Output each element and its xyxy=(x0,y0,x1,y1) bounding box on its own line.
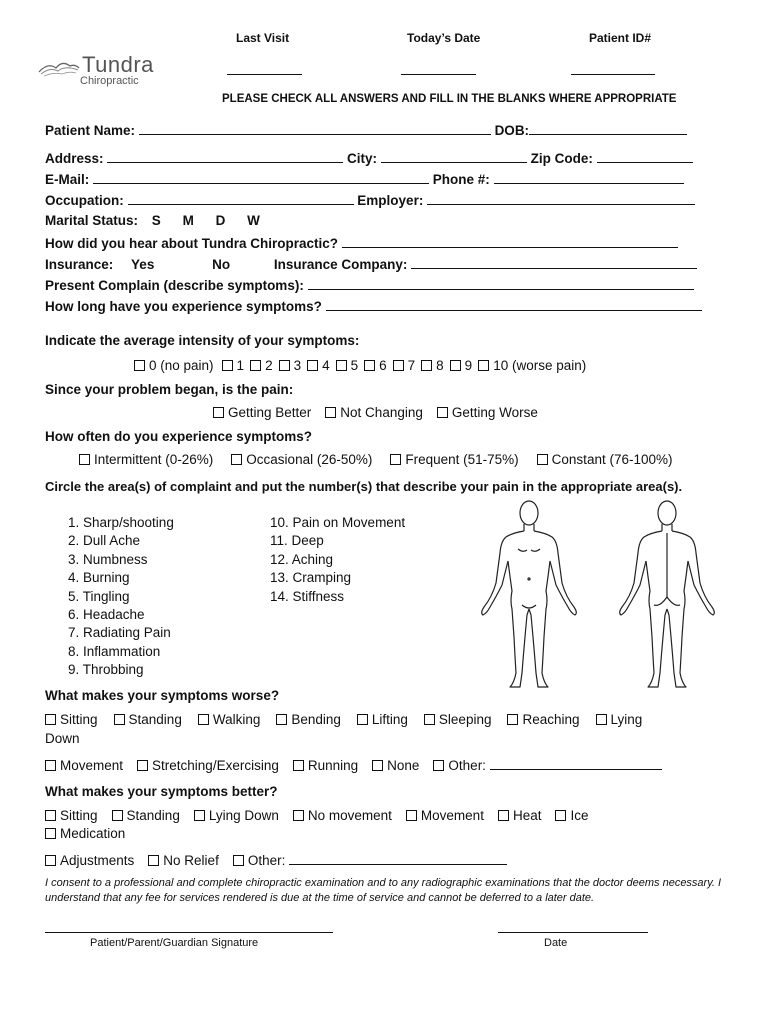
checkbox[interactable] xyxy=(507,714,518,725)
pain-trend-option-worse[interactable]: Getting Worse xyxy=(437,405,538,420)
checkbox[interactable] xyxy=(137,760,148,771)
body-back-figure[interactable] xyxy=(612,497,722,697)
how-long-field[interactable] xyxy=(326,298,702,311)
better-option-movement[interactable]: Movement xyxy=(406,808,484,823)
signature-label: Patient/Parent/Guardian Signature xyxy=(90,937,259,949)
checkbox[interactable] xyxy=(45,714,56,725)
checkbox[interactable] xyxy=(393,360,404,371)
signature-field[interactable] xyxy=(45,932,333,933)
better-option-standing[interactable]: Standing xyxy=(112,808,180,823)
checkbox[interactable] xyxy=(276,714,287,725)
zip-label: Zip Code: xyxy=(530,151,593,166)
signature-date-label: Date xyxy=(544,937,568,949)
patient-name-row xyxy=(45,122,687,138)
pain-type-item: 5. Tingling xyxy=(68,588,130,604)
better-option-adjustments[interactable]: Adjustments xyxy=(45,853,134,868)
marital-status-row xyxy=(45,213,260,228)
insurance-no-option[interactable]: No xyxy=(212,257,231,272)
occupation-label: Occupation: xyxy=(45,193,124,208)
hear-about-field[interactable] xyxy=(342,235,678,248)
checkbox[interactable] xyxy=(45,828,56,839)
address-row xyxy=(45,150,693,166)
zip-field[interactable] xyxy=(597,150,693,163)
insurance-label: Insurance: xyxy=(45,257,114,272)
patient-id-label: Patient ID# xyxy=(589,31,652,45)
checkbox[interactable] xyxy=(437,407,448,418)
pain-type-item: 4. Burning xyxy=(68,570,130,586)
worse-option-none[interactable]: None xyxy=(372,758,419,773)
worse-row2 xyxy=(45,757,662,773)
patient-name-field[interactable] xyxy=(139,122,491,135)
better-option-sitting[interactable]: Sitting xyxy=(45,808,98,823)
worse-option-movement[interactable]: Movement xyxy=(45,758,123,773)
pain-type-item: 10. Pain on Movement xyxy=(270,515,406,530)
checkbox[interactable] xyxy=(424,714,435,725)
checkbox[interactable] xyxy=(79,454,90,465)
frequency-option-frequent[interactable]: Frequent (51-75%) xyxy=(390,452,518,467)
checkbox[interactable] xyxy=(325,407,336,418)
better-option-ice[interactable]: Ice xyxy=(555,808,588,823)
todays-date-label: Today’s Date xyxy=(407,31,481,45)
intensity-option-4[interactable]: 4 xyxy=(307,358,330,373)
checkbox[interactable] xyxy=(233,855,244,866)
checkbox[interactable] xyxy=(222,360,233,371)
last-visit-field[interactable] xyxy=(227,74,302,75)
checkbox[interactable] xyxy=(293,760,304,771)
checkbox[interactable] xyxy=(406,810,417,821)
worse-option-walking[interactable]: Walking xyxy=(198,712,261,727)
checkbox[interactable] xyxy=(45,855,56,866)
checkbox[interactable] xyxy=(45,810,56,821)
checkbox[interactable] xyxy=(421,360,432,371)
body-front-figure[interactable] xyxy=(474,497,584,697)
better-option-lying-down[interactable]: Lying Down xyxy=(194,808,279,823)
intensity-option-2[interactable]: 2 xyxy=(250,358,273,373)
worse-row1-wrap: Down xyxy=(45,731,80,746)
worse-option-reaching[interactable]: Reaching xyxy=(507,712,579,727)
pain-type-item: 3. Numbness xyxy=(68,551,148,567)
frequency-option-occasional[interactable]: Occasional (26-50%) xyxy=(231,452,372,467)
pain-type-item: 8. Inflammation xyxy=(68,643,161,659)
checkbox[interactable] xyxy=(596,714,607,725)
better-option-no-relief[interactable]: No Relief xyxy=(148,853,219,868)
worse-option-other[interactable]: Other: xyxy=(433,757,662,773)
better-option-heat[interactable]: Heat xyxy=(498,808,542,823)
phone-label: Phone #: xyxy=(432,172,490,187)
intensity-option-10[interactable]: 10 (worse pain) xyxy=(478,358,586,373)
intensity-option-0[interactable]: 0 (no pain) xyxy=(134,358,214,373)
pain-type-item: 9. Throbbing xyxy=(68,662,144,678)
patient-name-label: Patient Name: xyxy=(45,123,136,138)
insurance-yes-option[interactable]: Yes xyxy=(131,257,155,272)
checkbox[interactable] xyxy=(45,760,56,771)
checkbox[interactable] xyxy=(213,407,224,418)
checkbox[interactable] xyxy=(498,810,509,821)
worse-option-running[interactable]: Running xyxy=(293,758,358,773)
pain-type-item: 12. Aching xyxy=(270,551,334,567)
worse-question: What makes your symptoms worse? xyxy=(45,688,280,703)
pain-types-right xyxy=(270,514,405,606)
employer-field[interactable] xyxy=(427,192,695,205)
checkbox[interactable] xyxy=(198,714,209,725)
insurance-company-label: Insurance Company: xyxy=(273,257,408,272)
checkbox[interactable] xyxy=(357,714,368,725)
worse-option-sleeping[interactable]: Sleeping xyxy=(424,712,492,727)
worse-option-lifting[interactable]: Lifting xyxy=(357,712,408,727)
phone-field[interactable] xyxy=(494,171,684,184)
present-complain-row xyxy=(45,277,694,293)
checkbox[interactable] xyxy=(307,360,318,371)
checkbox[interactable] xyxy=(194,810,205,821)
patient-id-field[interactable] xyxy=(571,74,655,75)
checkbox[interactable] xyxy=(336,360,347,371)
employer-label: Employer: xyxy=(357,193,424,208)
insurance-row xyxy=(45,256,697,272)
worse-option-lying[interactable]: Lying xyxy=(596,712,643,727)
intensity-option-7[interactable]: 7 xyxy=(393,358,416,373)
intensity-question: Indicate the average intensity of your symptoms: xyxy=(45,333,360,348)
checkbox[interactable] xyxy=(250,360,261,371)
better-option-other[interactable]: Other: xyxy=(233,852,508,868)
worse-option-sitting[interactable]: Sitting xyxy=(45,712,98,727)
email-field[interactable] xyxy=(93,171,429,184)
present-complain-label: Present Complain (describe symptoms): xyxy=(45,278,304,293)
better-row2 xyxy=(45,852,507,868)
pain-trend-option-better[interactable]: Getting Better xyxy=(213,405,311,420)
hear-about-row xyxy=(45,235,678,251)
logo-subtitle: Chiropractic xyxy=(80,75,139,87)
intensity-option-9[interactable]: 9 xyxy=(450,358,473,373)
occupation-row xyxy=(45,192,695,208)
worse-option-stretching[interactable]: Stretching/Exercising xyxy=(137,758,279,773)
intensity-option-1[interactable]: 1 xyxy=(222,358,245,373)
pain-type-item: 7. Radiating Pain xyxy=(68,625,171,641)
intensity-option-5[interactable]: 5 xyxy=(336,358,359,373)
frequency-options xyxy=(79,452,673,467)
pain-type-item: 13. Cramping xyxy=(270,570,352,586)
pain-type-item: 11. Deep xyxy=(270,533,324,549)
insurance-company-field[interactable] xyxy=(411,256,697,269)
marital-option-d[interactable]: D xyxy=(215,213,226,228)
marital-option-w[interactable]: W xyxy=(247,213,260,228)
checkbox[interactable] xyxy=(478,360,489,371)
signature-date-field[interactable] xyxy=(498,932,648,933)
address-field[interactable] xyxy=(107,150,343,163)
intensity-option-8[interactable]: 8 xyxy=(421,358,444,373)
checkbox[interactable] xyxy=(555,810,566,821)
better-option-no-movement[interactable]: No movement xyxy=(293,808,392,823)
marital-option-s[interactable]: S xyxy=(151,213,161,228)
city-field[interactable] xyxy=(381,150,527,163)
checkbox[interactable] xyxy=(433,760,444,771)
checkbox[interactable] xyxy=(112,810,123,821)
worse-option-bending[interactable]: Bending xyxy=(276,712,341,727)
city-label: City: xyxy=(347,151,378,166)
better-row1 xyxy=(45,808,589,823)
pain-type-item: 2. Dull Ache xyxy=(68,533,141,549)
dob-field[interactable] xyxy=(529,122,687,135)
logo-name: Tundra xyxy=(82,52,154,77)
instruction-text: PLEASE CHECK ALL ANSWERS AND FILL IN THE BLANKS WHERE APPROPRIATE xyxy=(222,93,677,105)
better-other-field[interactable] xyxy=(289,852,507,865)
pain-type-item: 6. Headache xyxy=(68,607,145,623)
checkbox[interactable] xyxy=(293,810,304,821)
pain-type-item: 1. Sharp/shooting xyxy=(68,515,174,530)
last-visit-label: Last Visit xyxy=(236,31,290,45)
email-label: E-Mail: xyxy=(45,172,90,187)
checkbox[interactable] xyxy=(537,454,548,465)
worse-row1 xyxy=(45,712,642,727)
worse-other-field[interactable] xyxy=(490,757,662,770)
how-long-label: How long have you experience symptoms? xyxy=(45,299,322,314)
checkbox[interactable] xyxy=(390,454,401,465)
mountain-logo-icon xyxy=(38,56,80,80)
checkbox[interactable] xyxy=(364,360,375,371)
pain-trend-options xyxy=(213,405,538,420)
todays-date-field[interactable] xyxy=(401,74,476,75)
pain-type-item: 14. Stiffness xyxy=(270,588,345,604)
checkbox[interactable] xyxy=(114,714,125,725)
better-question: What makes your symptoms better? xyxy=(45,784,278,799)
pain-trend-option-same[interactable]: Not Changing xyxy=(325,405,423,420)
address-label: Address: xyxy=(45,151,104,166)
worse-option-standing[interactable]: Standing xyxy=(114,712,182,727)
intensity-option-6[interactable]: 6 xyxy=(364,358,387,373)
hear-about-label: How did you hear about Tundra Chiropractic? xyxy=(45,236,339,251)
marital-option-m[interactable]: M xyxy=(182,213,194,228)
checkbox[interactable] xyxy=(279,360,290,371)
frequency-question: How often do you experience symptoms? xyxy=(45,429,313,444)
email-row xyxy=(45,171,684,187)
marital-status-label: Marital Status: xyxy=(45,213,139,228)
occupation-field[interactable] xyxy=(128,192,354,205)
pain-types-left xyxy=(68,514,174,680)
checkbox[interactable] xyxy=(231,454,242,465)
frequency-option-constant[interactable]: Constant (76-100%) xyxy=(537,452,673,467)
checkbox[interactable] xyxy=(148,855,159,866)
area-instruction: Circle the area(s) of complaint and put the number(s) that describe your pain in the appropriate area(s). xyxy=(45,479,683,494)
checkbox[interactable] xyxy=(372,760,383,771)
present-complain-field[interactable] xyxy=(308,277,694,290)
frequency-option-intermittent[interactable]: Intermittent (0-26%) xyxy=(79,452,213,467)
intensity-option-3[interactable]: 3 xyxy=(279,358,302,373)
checkbox[interactable] xyxy=(450,360,461,371)
pain-trend-question: Since your problem began, is the pain: xyxy=(45,382,294,397)
how-long-row xyxy=(45,298,702,314)
checkbox[interactable] xyxy=(134,360,145,371)
intensity-options xyxy=(134,358,586,373)
better-option-medication[interactable]: Medication xyxy=(45,826,125,841)
consent-text: I consent to a professional and complete chiropractic examination and to any radiographic examinations that the doctor deems necessary. I understand that any fee for services rendered is due at the time of service and cannot be deferred to a later date. xyxy=(45,877,722,904)
dob-label: DOB: xyxy=(494,123,530,138)
